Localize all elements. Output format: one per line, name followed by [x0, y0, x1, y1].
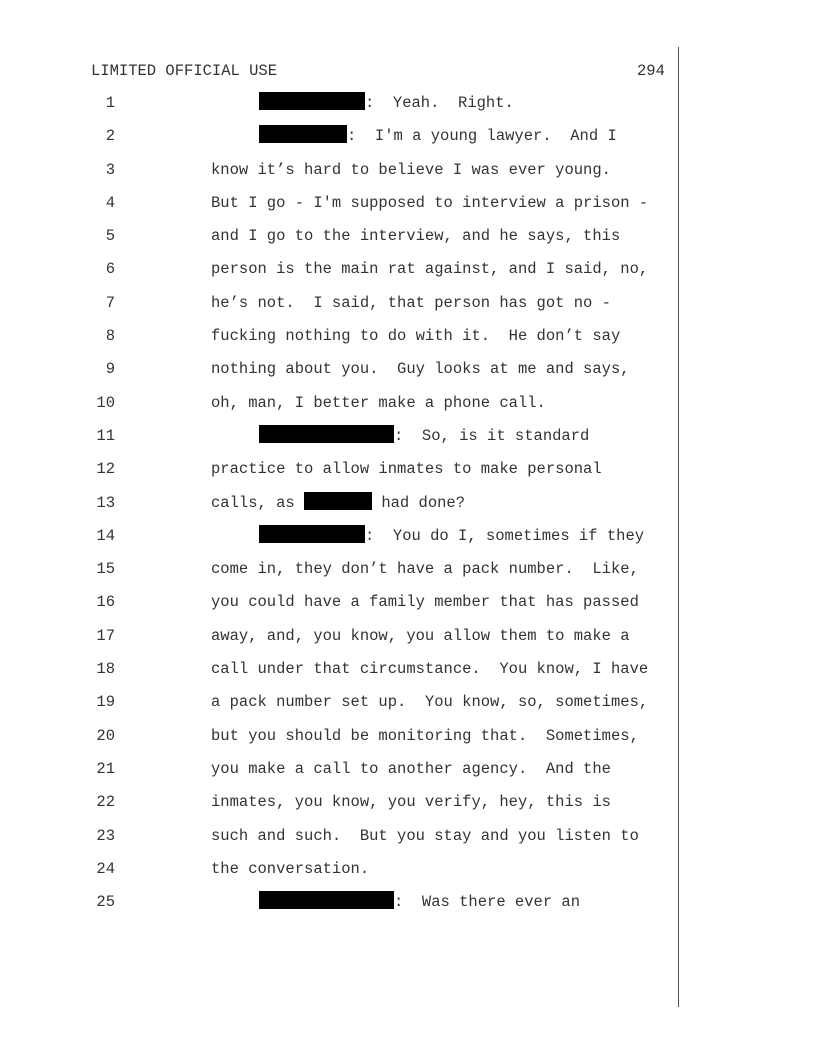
line-number: 16	[96, 593, 115, 612]
transcript-line	[0, 154, 700, 187]
line-text-segment: But I go - I'm supposed to interview a prison -	[211, 193, 649, 212]
line-number: 1	[105, 94, 115, 112]
line-number: 7	[105, 293, 115, 312]
line-text	[211, 553, 639, 586]
line-text	[211, 753, 611, 786]
redaction-block	[259, 891, 394, 909]
line-text-segment: had done?	[372, 493, 466, 512]
line-text	[211, 686, 648, 719]
line-number: 21	[96, 759, 115, 778]
line-text-segment: practice to allow inmates to make personal	[211, 460, 602, 479]
transcript-line	[0, 187, 700, 220]
transcript-line	[0, 420, 700, 453]
line-text-segment: fucking nothing to do with it. He don’t say	[211, 327, 621, 346]
transcript-line	[0, 886, 700, 919]
line-text-segment: away, and, you know, you allow them to make a	[211, 626, 630, 645]
line-text	[259, 886, 580, 919]
line-text-segment: know it’s hard to believe I was ever young.	[211, 160, 611, 179]
line-text	[211, 820, 639, 853]
transcript-line	[0, 620, 700, 653]
line-text-segment: calls, as	[211, 493, 305, 512]
line-number: 9	[105, 360, 115, 379]
line-text	[211, 253, 648, 286]
line-number: 24	[96, 859, 115, 878]
line-number: 19	[96, 693, 115, 712]
line-number: 4	[105, 193, 115, 212]
transcript-line	[0, 520, 700, 553]
line-number: 17	[96, 626, 115, 645]
line-number: 5	[105, 227, 115, 246]
line-number: 18	[96, 660, 115, 679]
line-text-segment: he’s not. I said, that person has got no -	[211, 293, 611, 312]
line-text-segment: call under that circumstance. You know, I have	[211, 660, 649, 679]
line-number: 3	[105, 160, 115, 179]
classification-header: LIMITED OFFICIAL USE	[91, 62, 278, 80]
line-number: 11	[96, 426, 115, 445]
transcript-line	[0, 253, 700, 286]
line-text-segment: a pack number set up. You know, so, sometimes,	[211, 693, 649, 712]
transcript-lines	[0, 87, 700, 919]
page-number: 294	[637, 62, 665, 80]
redaction-block	[259, 525, 365, 543]
line-text-segment: and I go to the interview, and he says, this	[211, 227, 621, 246]
line-number: 10	[96, 393, 115, 412]
line-text-segment: inmates, you know, you verify, hey, this is	[211, 793, 611, 812]
line-text-segment: come in, they don’t have a pack number. Like,	[211, 560, 639, 579]
line-text-segment: oh, man, I better make a phone call.	[211, 393, 546, 412]
line-text-segment: : Yeah. Right.	[365, 94, 514, 112]
transcript-line	[0, 553, 700, 586]
redaction-block	[259, 425, 394, 443]
redaction-block	[259, 125, 347, 143]
line-text-segment: : You do I, sometimes if they	[365, 526, 645, 545]
line-number: 13	[96, 493, 115, 512]
transcript-line	[0, 853, 700, 886]
transcript-line	[0, 453, 700, 486]
line-number: 25	[96, 893, 115, 912]
line-text-segment: but you should be monitoring that. Sometimes,	[211, 726, 639, 745]
line-text	[211, 620, 630, 653]
line-number: 22	[96, 793, 115, 812]
line-text	[211, 853, 369, 886]
transcript-line	[0, 120, 700, 153]
line-text	[211, 720, 639, 753]
transcript-line	[0, 287, 700, 320]
line-text-segment: : So, is it standard	[394, 426, 590, 445]
line-number: 12	[96, 460, 115, 479]
line-text	[211, 220, 620, 253]
transcript-line	[0, 753, 700, 786]
line-text	[259, 120, 617, 153]
line-number: 6	[105, 260, 115, 279]
line-text-segment: the conversation.	[211, 859, 370, 878]
line-text	[211, 653, 648, 686]
line-text-segment: such and such. But you stay and you listen to	[211, 826, 639, 845]
transcript-line	[0, 653, 700, 686]
transcript-line	[0, 720, 700, 753]
transcript-line	[0, 786, 700, 819]
line-text	[211, 287, 611, 320]
redaction-block	[304, 492, 372, 510]
line-number: 15	[96, 560, 115, 579]
line-text	[211, 586, 639, 619]
transcript-line	[0, 220, 700, 253]
transcript-line	[0, 320, 700, 353]
transcript-line	[0, 586, 700, 619]
transcript-line	[0, 353, 700, 386]
line-text-segment: you make a call to another agency. And the	[211, 759, 611, 778]
line-text	[211, 353, 630, 386]
line-text	[259, 420, 589, 453]
line-number: 8	[105, 327, 115, 346]
line-text	[259, 87, 514, 120]
line-text	[211, 187, 648, 220]
transcript-line	[0, 820, 700, 853]
line-text	[211, 154, 611, 187]
line-text	[211, 387, 546, 420]
line-number: 20	[96, 726, 115, 745]
line-text-segment: : Was there ever an	[394, 893, 581, 912]
transcript-line	[0, 686, 700, 719]
line-text	[211, 786, 611, 819]
line-text-segment: nothing about you. Guy looks at me and says,	[211, 360, 630, 379]
line-text-segment: you could have a family member that has passed	[211, 593, 639, 612]
transcript-line	[0, 387, 700, 420]
line-text	[211, 320, 620, 353]
line-number: 2	[105, 127, 115, 146]
line-text-segment: person is the main rat against, and I said, no,	[211, 260, 649, 279]
line-text	[259, 520, 644, 553]
line-number: 14	[96, 526, 115, 545]
line-text-segment: : I'm a young lawyer. And I	[347, 127, 617, 146]
redaction-block	[259, 92, 365, 110]
line-text	[211, 453, 602, 486]
line-text	[211, 487, 465, 520]
transcript-line	[0, 487, 700, 520]
transcript-line	[0, 87, 700, 120]
line-number: 23	[96, 826, 115, 845]
